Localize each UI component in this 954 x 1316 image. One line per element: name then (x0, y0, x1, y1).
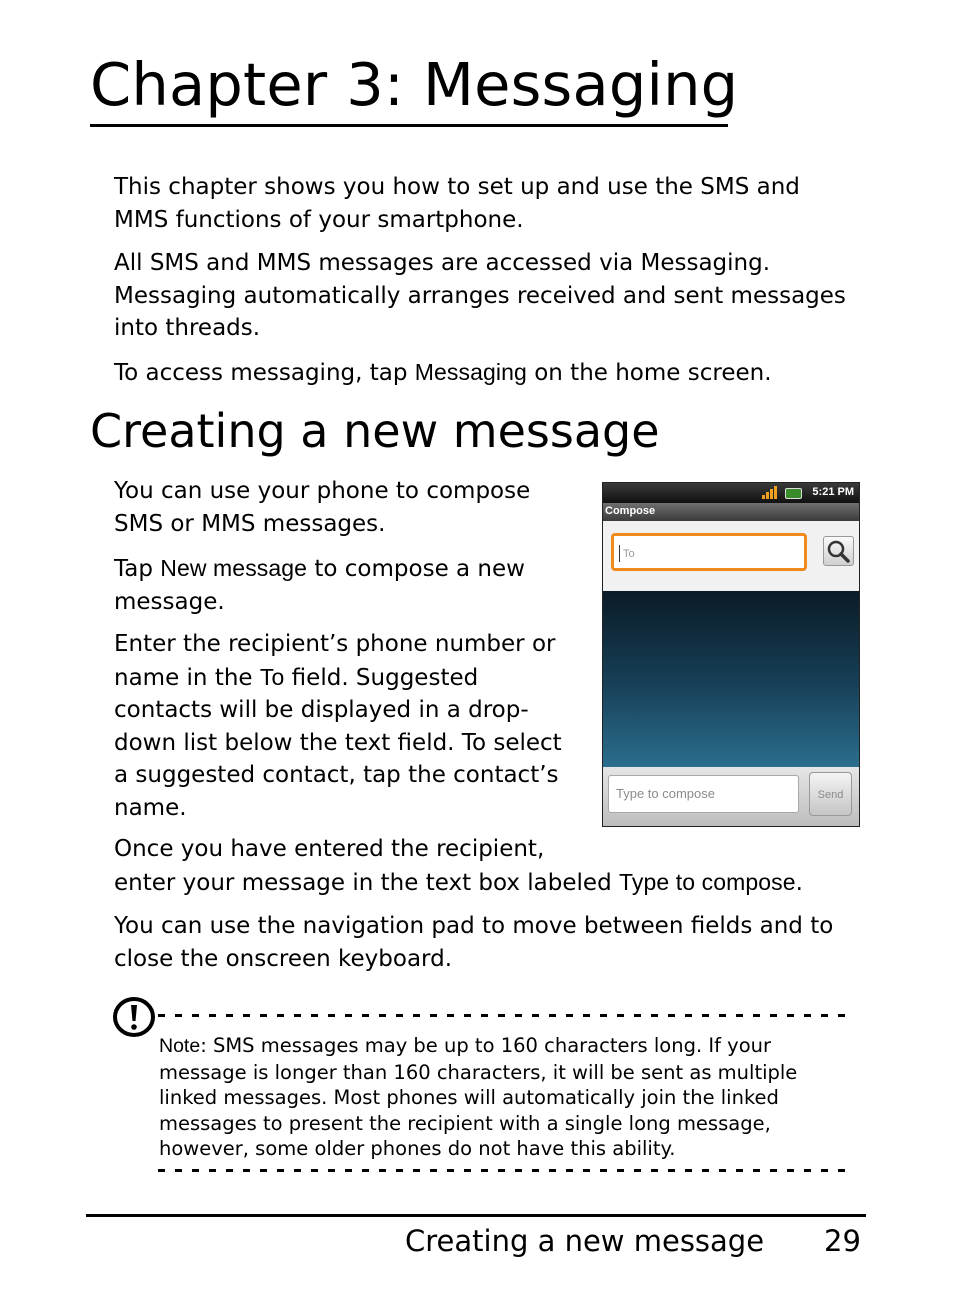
section-paragraph-3 (114, 628, 582, 824)
battery-icon (785, 488, 802, 499)
chapter-title: Chapter 3: Messaging (90, 50, 739, 119)
intro-paragraph-3 (114, 356, 874, 390)
to-field[interactable] (611, 533, 807, 571)
section-paragraph-5: You can use the navigation pad to move between fields and to close the onscreen keyboard. (114, 913, 834, 972)
page-number: 29 (824, 1224, 861, 1258)
message-thread-area (603, 591, 859, 769)
compose-screen-title: Compose (605, 505, 656, 517)
footer-section-title: Creating a new message (405, 1224, 765, 1258)
note-text (159, 1033, 849, 1162)
note-label: Note (159, 1035, 201, 1057)
section-p4-line-1: Once you have entered the recipient, (114, 836, 545, 862)
intro-p3-text-after: on the home screen. (526, 360, 772, 386)
intro-paragraph-2: All SMS and MMS messages are accessed via Messaging. Messaging automatically arranges received and sent messages into threads. (114, 250, 846, 341)
footer-rule (86, 1214, 866, 1217)
note-top-divider (158, 1014, 854, 1017)
note-body: : SMS messages may be up to 160 characters long. If your message is longer than 160 characters, it will be sent as multiple linked messages. Most phones will automatically join the linked messages to present the recipient with a single long message, however, some older phones do not have this ability. (159, 1034, 798, 1160)
section-p2-text-before: Tap (114, 556, 161, 582)
phone-title-bar (603, 503, 859, 521)
section-p4-text-before: enter your message in the text box labeled (114, 869, 619, 896)
send-button[interactable]: Send (809, 772, 852, 816)
phone-status-bar (603, 483, 859, 503)
section-p3-text-before: Enter the recipient’s phone number or name in the (114, 631, 556, 691)
chapter-title-rule (90, 124, 728, 127)
compose-bar (603, 767, 859, 826)
search-icon (824, 537, 853, 565)
intro-p3-text-before: To access messaging, tap (114, 360, 415, 386)
status-time: 5:21 PM (812, 486, 854, 498)
section-p4-text-after: . (795, 869, 803, 896)
section-p3-text-after: field. Suggested contacts will be displayed in a drop-down list below the text field. To select a suggested contact, tap the contact’s name. (114, 664, 562, 821)
note-bottom-divider (158, 1169, 854, 1172)
contacts-search-button[interactable] (823, 536, 854, 566)
section-paragraph-4 (114, 833, 874, 899)
section-paragraph-2 (114, 552, 574, 618)
section-paragraph-1: You can use your phone to compose SMS or MMS messages. (114, 478, 531, 537)
section-p2-text-after: to compose a new message. (114, 556, 525, 615)
section-title: Creating a new message (90, 404, 660, 458)
type-to-compose-field[interactable]: Type to compose (608, 775, 799, 813)
new-message-ui-label: New message (160, 555, 308, 581)
text-cursor (619, 545, 620, 562)
phone-screenshot (602, 482, 860, 827)
signal-icon (762, 486, 778, 499)
type-to-compose-ui-label: Type to compose (618, 868, 796, 895)
to-ui-label: To (259, 663, 285, 690)
note-exclamation-icon (112, 996, 158, 1040)
messaging-ui-label: Messaging (414, 359, 527, 385)
to-field-placeholder: To (623, 548, 635, 560)
recipient-panel (603, 521, 859, 591)
intro-paragraph-1: This chapter shows you how to set up and use the SMS and MMS functions of your smartphone. (114, 174, 800, 233)
